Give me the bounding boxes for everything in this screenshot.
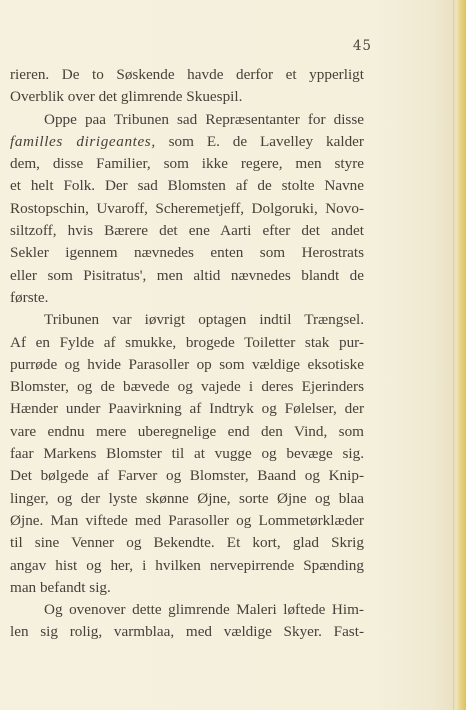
text-line: linger, og der lyste skønne Øjne, sorte Øjne og blaa bbox=[10, 489, 364, 507]
page-number: 45 bbox=[352, 38, 372, 54]
body-text bbox=[10, 64, 364, 644]
line-text: som E. de Lavelley kalder bbox=[155, 132, 364, 150]
text-line: Oppe paa Tribunen sad Repræsentanter for disse bbox=[44, 110, 364, 128]
page-edge bbox=[456, 0, 466, 710]
text-line bbox=[10, 131, 364, 153]
text-line: Rostopschin, Uvaroff, Scheremetjeff, Dolgoruki, Novo- bbox=[10, 199, 364, 217]
italic-phrase: familles dirigeantes, bbox=[10, 132, 156, 150]
text-line: Tribunen var iøvrigt optagen indtil Trængsel. bbox=[44, 311, 364, 329]
text-line: rieren. De to Søskende havde derfor et ypperligt bbox=[10, 66, 364, 83]
text-line: Af en Fylde af smukke, brogede Toiletter stak pur- bbox=[10, 333, 364, 351]
page-edge-line bbox=[453, 0, 454, 710]
text-line: til sine Venner og Bekendte. Et kort, glad Skrig bbox=[10, 534, 364, 552]
text-line: Overblik over det glimrende Skuespil. bbox=[10, 88, 243, 106]
text-line: Blomster, og de bævede og vajede i deres Ejerinders bbox=[10, 378, 364, 396]
text-line: Hænder under Paavirkning af Indtryk og Følelser, der bbox=[10, 400, 364, 418]
text-line: dem, disse Familier, som ikke regere, men styre bbox=[10, 155, 364, 173]
text-line: man befandt sig. bbox=[10, 578, 111, 596]
text-line: faar Markens Blomster til at vugge og bevæge sig. bbox=[10, 445, 364, 463]
text-line: vare endnu mere uberegnelige end den Vind, som bbox=[10, 422, 364, 440]
text-line: Det bølgede af Farver og Blomster, Baand og Knip- bbox=[10, 467, 364, 485]
text-line: angav hist og her, i hvilken nervepirrende Spænding bbox=[10, 556, 364, 574]
text-line: Sekler igennem nævnedes enten som Herostrats bbox=[10, 244, 364, 262]
text-line: purrøde og hvide Parasoller op som vældige eksotiske bbox=[10, 355, 364, 373]
text-line: eller som Pisitratus', men altid nævnedes blandt de bbox=[10, 266, 364, 284]
text-line: Og ovenover dette glimrende Maleri løftede Him- bbox=[44, 601, 364, 619]
text-line: siltzoff, hvis Bærere det ene Aarti efter det andet bbox=[10, 222, 364, 240]
text-line: et helt Folk. Der sad Blomsten af de stolte Navne bbox=[10, 177, 364, 195]
text-line: len sig rolig, varmblaa, med vældige Skyer. Fast- bbox=[10, 623, 364, 641]
text-line: Øjne. Man viftede med Parasoller og Lommetørklæder bbox=[10, 511, 364, 529]
text-line: første. bbox=[10, 288, 49, 306]
